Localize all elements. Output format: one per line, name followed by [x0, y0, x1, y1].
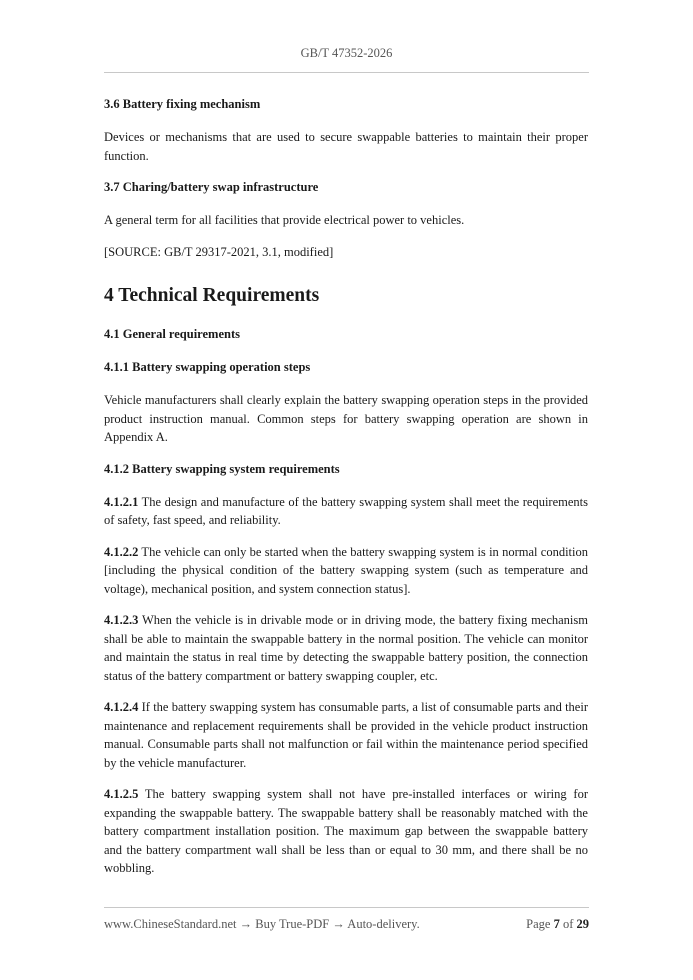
clause-number: 4.1.2.2	[104, 544, 139, 559]
of-label: of	[562, 917, 574, 931]
clause-number: 4.1.2.5	[104, 787, 139, 801]
clause-number: 4.1.2.1	[104, 494, 139, 509]
section-4-1-2-heading: 4.1.2 Battery swapping system requirements	[104, 461, 340, 476]
footer-divider	[104, 907, 589, 908]
section-3-7-source: [SOURCE: GB/T 29317-2021, 3.1, modified]	[104, 244, 334, 259]
clause-text: If the battery swapping system has consumable parts, a list of consumable parts and their maintenance and replacement requirements shall be provided in the vehicle product instruction manual. Consumable parts shall not malfunction or fail within the maintenance period specified by the vehicle manufacturer.	[104, 700, 588, 770]
clause-4-1-2-3	[104, 611, 588, 685]
clause-text: The vehicle can only be started when the battery swapping system is in normal condition [including the physical condition of the battery swapping system (such as temperature and voltage), mechanical position, and system connection status].	[104, 544, 588, 596]
clause-text: The battery swapping system shall not have pre-installed interfaces or wiring for expanding the swappable battery. The swappable battery shall be reasonably matched with the battery compartment installation position. The maximum gap between the swappable battery and the battery compartment wall shall be less than or equal to 30 mm, and there shall be no wobbling.	[104, 787, 588, 875]
clause-4-1-2-1	[104, 493, 588, 530]
clause-number: 4.1.2.4	[104, 700, 139, 714]
clause-number: 4.1.2.3	[104, 613, 139, 627]
header-divider	[104, 72, 589, 73]
page-label: Page	[526, 917, 551, 931]
section-3-6-text: Devices or mechanisms that are used to secure swappable batteries to maintain their proper function.	[104, 130, 588, 163]
clause-text: The design and manufacture of the battery swapping system shall meet the requirements of safety, fast speed, and reliability.	[104, 494, 588, 527]
clause-4-1-2-4	[104, 698, 588, 772]
chapter-4-heading: 4 Technical Requirements	[104, 285, 320, 306]
page-header: GB/T 47352-2026	[300, 46, 393, 60]
page-total: 29	[576, 917, 589, 931]
clause-4-1-2-2	[104, 543, 588, 599]
clause-text: When the vehicle is in drivable mode or in driving mode, the battery fixing mechanism shall be able to maintain the swappable battery in the normal position. The vehicle can monitor and maintain the status in real time by detecting the swappable battery position, the connection status of the battery compartment or battery swapping coupler, etc.	[104, 613, 588, 683]
page-content	[104, 95, 588, 891]
clause-4-1-2-5	[104, 785, 588, 878]
footer-link[interactable]: www.ChineseStandard.net → Buy True-PDF → Auto-delivery.	[104, 917, 420, 931]
section-4-1-1-text: Vehicle manufacturers shall clearly explain the battery swapping operation steps in the provided product instruction manual. Common steps for battery swapping operation are shown in Appendix A.	[104, 393, 588, 444]
page-indicator	[526, 917, 589, 932]
section-3-7-text: A general term for all facilities that provide electrical power to vehicles.	[104, 213, 465, 227]
section-3-6-heading: 3.6 Battery fixing mechanism	[104, 97, 261, 111]
page-number: 7	[553, 917, 560, 931]
section-4-1-heading: 4.1 General requirements	[104, 327, 240, 341]
section-3-7-heading: 3.7 Charing/battery swap infrastructure	[104, 180, 319, 194]
section-4-1-1-heading: 4.1.1 Battery swapping operation steps	[104, 360, 311, 374]
